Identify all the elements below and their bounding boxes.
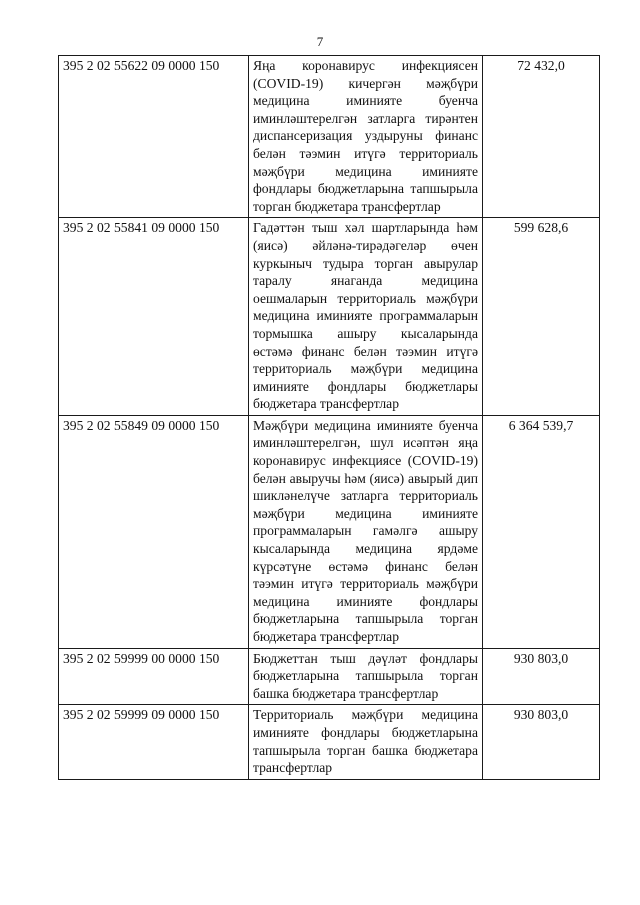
- amount-cell: 72 432,0: [483, 56, 600, 218]
- table-row: [59, 56, 600, 218]
- budget-code-cell: 395 2 02 59999 09 0000 150: [59, 705, 249, 779]
- amount-cell: 599 628,6: [483, 218, 600, 416]
- description-cell: Бюджеттан тыш дәүләт фондлары бюджетларына тапшырыла торган башка бюджетара трансфертлар: [249, 648, 483, 705]
- budget-transfers-table: [58, 55, 600, 780]
- budget-code-cell: 395 2 02 55622 09 0000 150: [59, 56, 249, 218]
- page-number: 7: [316, 34, 324, 49]
- amount-cell: 930 803,0: [483, 705, 600, 779]
- budget-code-cell: 395 2 02 55841 09 0000 150: [59, 218, 249, 416]
- table-row: [59, 648, 600, 705]
- description-cell: Яңа коронавирус инфекциясен (COVID-19) кичергән мәҗбүри медицина иминияте буенча иминләштерелгән затларга тирәнтен диспансеризация уздыруны финанс белән тәэмин итүгә территориаль мәҗбүри медицина иминияте фондлары бюджетларына тапшырыла торган бюджетара трансфертлар: [249, 56, 483, 218]
- budget-code-cell: 395 2 02 59999 00 0000 150: [59, 648, 249, 705]
- amount-cell: 6 364 539,7: [483, 415, 600, 648]
- description-cell: Гадәттән тыш хәл шартларында һәм (яисә) әйләнә-тирәдәгеләр өчен куркыныч тудыра торган авырулар таралу янаганда медицина оешмаларын территориаль мәҗбүри медицина иминияте программаларын тормышка ашыру кысаларында өстәмә финанс белән тәэмин итүгә территориаль мәҗбүри медицина иминияте фондлары бюджетлары бюджетара трансфертлар: [249, 218, 483, 416]
- table-row: [59, 218, 600, 416]
- description-cell: Мәҗбүри медицина иминияте буенча иминләштерелгән, шул исәптән яңа коронавирус инфекциясе (COVID-19) белән авыручы һәм (яисә) авырый дип шикләнелүче затларга территориаль мәҗбүри медицина иминияте программаларын гамәлгә ашыру кысаларында медицина ярдәме күрсәтүне өстәмә финанс белән тәэмин итүгә территориаль мәҗбүри медицина иминияте фондлары бюджетларына тапшырыла торган бюджетара трансфертлар: [249, 415, 483, 648]
- budget-code-cell: 395 2 02 55849 09 0000 150: [59, 415, 249, 648]
- table-row: [59, 415, 600, 648]
- amount-cell: 930 803,0: [483, 648, 600, 705]
- description-cell: Территориаль мәҗбүри медицина иминияте фондлары бюджетларына тапшырыла торган башка бюджетара трансфертлар: [249, 705, 483, 779]
- table-row: [59, 705, 600, 779]
